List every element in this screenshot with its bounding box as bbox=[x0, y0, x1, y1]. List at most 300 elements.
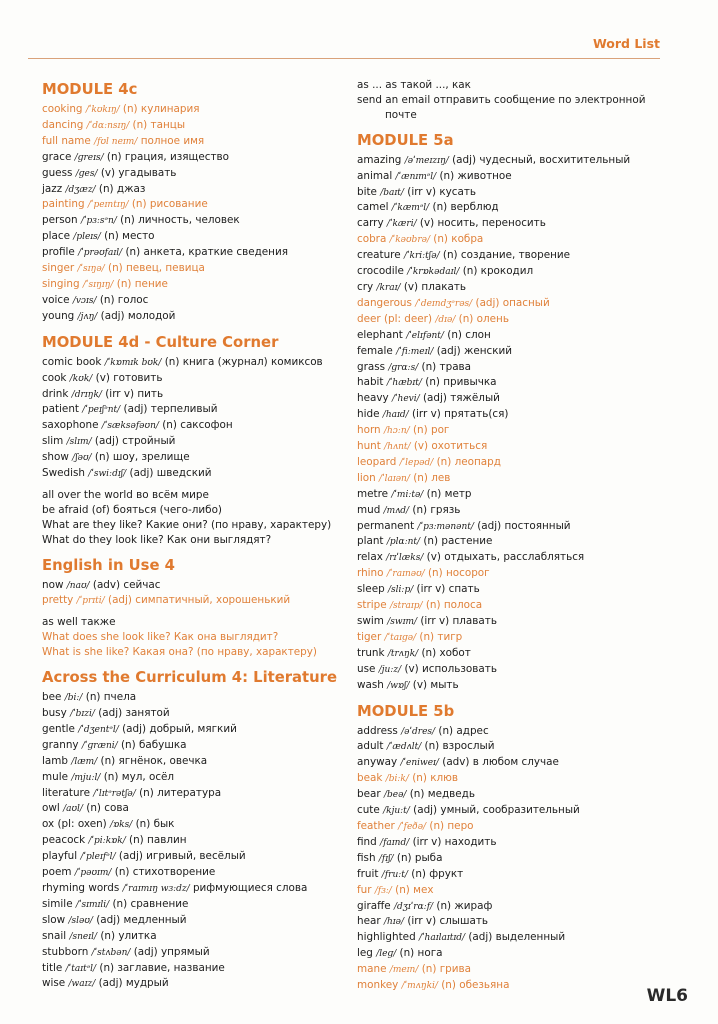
entry-word: place bbox=[42, 230, 70, 243]
entry-translation: (n) грива bbox=[421, 963, 471, 976]
entry-translation: (irr v) спать bbox=[416, 583, 480, 596]
entry-translation: (n) полоса bbox=[425, 599, 483, 612]
word-entry bbox=[42, 913, 342, 929]
entry-word: gentle bbox=[42, 722, 75, 735]
entry-transcription: /trʌŋk/ bbox=[387, 648, 419, 659]
entry-translation: (adj) женский bbox=[436, 344, 513, 357]
entry-word: beak bbox=[357, 772, 383, 785]
entry-translation: (n) танцы bbox=[132, 118, 186, 131]
entry-transcription: /jʌŋ/ bbox=[77, 311, 98, 322]
word-entry bbox=[42, 722, 342, 738]
entry-transcription: /hʌnt/ bbox=[384, 442, 411, 453]
entry-transcription: /ˈprəʊfaɪl/ bbox=[78, 248, 123, 259]
entry-word: patient bbox=[42, 403, 79, 416]
entry-word: painting bbox=[42, 198, 85, 211]
entry-word: metre bbox=[357, 487, 389, 500]
word-entry bbox=[357, 819, 687, 835]
entry-translation: (v) плакать bbox=[403, 280, 467, 293]
entry-word: creature bbox=[357, 249, 401, 262]
entry-word: profile bbox=[42, 246, 75, 259]
entry-transcription: /ˈmʌŋki/ bbox=[401, 981, 438, 992]
entry-transcription: /swɪm/ bbox=[387, 617, 418, 627]
entry-transcription: /meɪn/ bbox=[389, 965, 419, 976]
entry-translation: (n) голос bbox=[99, 293, 149, 306]
entry-transcription: /fʊl neɪm/ bbox=[94, 136, 138, 147]
entry-translation: (adj) стройный bbox=[94, 435, 176, 448]
entry-translation: (v) носить, переносить bbox=[419, 217, 546, 230]
word-entry bbox=[357, 851, 687, 867]
phrase-entry: почте bbox=[385, 108, 417, 121]
entry-transcription: /ˈkæri/ bbox=[386, 219, 417, 230]
word-entry bbox=[357, 787, 687, 803]
entry-transcription: /haɪd/ bbox=[382, 410, 409, 421]
entry-word: comic book bbox=[42, 355, 102, 368]
word-entry bbox=[357, 566, 687, 582]
entry-word: heavy bbox=[357, 392, 389, 405]
entry-transcription: /biːk/ bbox=[385, 774, 409, 785]
entry-translation: (n) шоу, зрелище bbox=[94, 451, 190, 464]
entry-translation: (adj) симпатичный, хорошенький bbox=[108, 594, 291, 607]
word-entry bbox=[357, 899, 687, 915]
entry-translation: (n) трава bbox=[421, 360, 472, 373]
entry-word: poem bbox=[42, 866, 72, 879]
entry-word: address bbox=[357, 724, 398, 737]
entry-translation: (adj) игривый, весёлый bbox=[118, 850, 246, 863]
word-entry bbox=[357, 519, 687, 535]
entry-word: stubborn bbox=[42, 945, 89, 958]
entry-transcription: /ˈhæbɪt/ bbox=[386, 378, 422, 389]
section-title: MODULE 5a bbox=[357, 131, 454, 149]
word-entry bbox=[357, 946, 687, 962]
section-title: MODULE 4c bbox=[42, 81, 138, 98]
entry-translation: (n) взрослый bbox=[424, 740, 495, 753]
entry-transcription: /ˈænɪmᵊl/ bbox=[395, 171, 437, 182]
entry-translation: (n) верблюд bbox=[432, 201, 499, 214]
entry-word: lion bbox=[357, 471, 376, 484]
word-entry bbox=[42, 929, 342, 945]
entry-translation: рифмующиеся слова bbox=[192, 881, 308, 894]
word-entry bbox=[42, 961, 342, 977]
entry-transcription: /ˈfiːmeɪl/ bbox=[396, 346, 434, 357]
right-column bbox=[357, 78, 687, 1002]
entry-transcription: /ˈraɪnəʊ/ bbox=[386, 569, 425, 580]
entry-word: ox (pl: oxen) bbox=[42, 818, 107, 831]
entry-translation: (n) растение bbox=[423, 535, 493, 548]
entry-word: granny bbox=[42, 738, 79, 751]
entry-word: wise bbox=[42, 977, 66, 990]
word-entry bbox=[42, 166, 342, 182]
entry-word: relax bbox=[357, 551, 383, 564]
entry-translation: (n) кобра bbox=[433, 233, 484, 246]
word-entry bbox=[357, 883, 687, 899]
entry-word: mud bbox=[357, 503, 381, 516]
entry-transcription: /baɪt/ bbox=[380, 187, 404, 198]
word-entry bbox=[42, 197, 342, 213]
entry-word: giraffe bbox=[357, 899, 391, 912]
word-entry bbox=[42, 690, 342, 706]
word-list-section bbox=[357, 78, 687, 123]
entry-transcription: /ˈpɜːsᵊn/ bbox=[80, 216, 117, 227]
word-entry bbox=[42, 213, 342, 229]
entry-translation: (v) мыть bbox=[412, 678, 459, 691]
word-list-section bbox=[42, 80, 342, 325]
entry-transcription: /juːz/ bbox=[378, 664, 402, 675]
word-entry bbox=[357, 630, 687, 646]
entry-transcription: /ˈpəʊɪm/ bbox=[74, 868, 112, 879]
entry-transcription: /hɔːn/ bbox=[383, 426, 410, 437]
word-entry bbox=[42, 150, 342, 166]
word-entry bbox=[42, 897, 342, 913]
entry-word: hide bbox=[357, 408, 380, 421]
word-entry bbox=[357, 312, 687, 328]
entry-word: bee bbox=[42, 691, 62, 704]
entry-translation: (n) рыба bbox=[396, 851, 443, 864]
word-entry bbox=[42, 706, 342, 722]
entry-transcription: /ˈhevi/ bbox=[391, 394, 420, 405]
word-entry bbox=[42, 450, 342, 466]
word-entry bbox=[357, 487, 687, 503]
word-entry bbox=[357, 803, 687, 819]
word-entry bbox=[42, 309, 342, 325]
entry-transcription: /dɪə/ bbox=[435, 314, 456, 325]
entry-word: adult bbox=[357, 740, 384, 753]
phrase-entry: as ... as такой ..., как bbox=[357, 79, 471, 91]
entry-word: cry bbox=[357, 280, 374, 293]
entry-transcription: /plɑːnt/ bbox=[386, 537, 421, 548]
entry-translation: (n) создание, творение bbox=[442, 249, 571, 262]
entry-word: person bbox=[42, 214, 78, 227]
word-entry bbox=[357, 662, 687, 678]
entry-translation: (n) олень bbox=[458, 312, 509, 325]
entry-translation: (n) тигр bbox=[419, 630, 463, 643]
entry-word: stripe bbox=[357, 599, 387, 612]
entry-word: title bbox=[42, 961, 63, 974]
entry-translation: (n) место bbox=[104, 230, 155, 243]
entry-transcription: /aʊl/ bbox=[63, 804, 83, 815]
word-entry bbox=[357, 930, 687, 946]
word-list-section bbox=[357, 131, 687, 694]
word-entry bbox=[42, 770, 342, 786]
entry-transcription: /ˈhaɪlaɪtɪd/ bbox=[418, 933, 466, 944]
word-entry bbox=[357, 391, 687, 407]
entry-transcription: /ˈpeɪʃᵊnt/ bbox=[82, 405, 121, 416]
entry-transcription: /fɪʃ/ bbox=[378, 853, 394, 864]
entry-word: wash bbox=[357, 678, 384, 691]
phrase-entry: What is she like? Какая она? (по нраву, характеру) bbox=[42, 646, 317, 659]
entry-word: monkey bbox=[357, 979, 399, 992]
word-entry bbox=[42, 976, 342, 992]
entry-translation: (n) бык bbox=[135, 818, 175, 831]
entry-translation: (adv) сейчас bbox=[92, 578, 161, 591]
entry-translation: (n) стихотворение bbox=[114, 866, 216, 879]
entry-translation: (adj) медленный bbox=[96, 913, 187, 926]
entry-translation: (v) угадывать bbox=[100, 166, 177, 179]
entry-translation: (n) рог bbox=[412, 424, 450, 437]
entry-transcription: /ˈbɪzi/ bbox=[70, 709, 95, 719]
entry-transcription: /ˈeniweɪ/ bbox=[400, 758, 439, 769]
word-entry bbox=[357, 582, 687, 598]
word-entry bbox=[357, 978, 687, 994]
entry-translation: (n) обезьяна bbox=[441, 979, 510, 992]
phrase-entry: send an email отправить сообщение по электронной bbox=[357, 93, 646, 106]
word-entry bbox=[42, 881, 342, 897]
entry-word: cobra bbox=[357, 233, 387, 246]
entry-word: cook bbox=[42, 371, 67, 384]
entry-translation: (v) готовить bbox=[95, 371, 163, 384]
entry-word: highlighted bbox=[357, 931, 416, 944]
word-entry bbox=[357, 471, 687, 487]
entry-word: lamb bbox=[42, 754, 68, 767]
word-entry bbox=[357, 739, 687, 755]
entry-translation: (n) книга (журнал) комиксов bbox=[164, 355, 323, 368]
entry-word: literature bbox=[42, 786, 90, 799]
entry-word: camel bbox=[357, 201, 389, 214]
entry-transcription: /kraɪ/ bbox=[376, 282, 401, 293]
entry-translation: (adj) добрый, мягкий bbox=[122, 722, 237, 735]
word-entry bbox=[357, 534, 687, 550]
entry-transcription: /wɒʃ/ bbox=[387, 680, 410, 691]
word-list-section bbox=[357, 702, 687, 994]
entry-translation: (n) животное bbox=[439, 169, 512, 182]
entry-translation: (n) анкета, краткие сведения bbox=[125, 246, 288, 259]
word-entry bbox=[357, 724, 687, 740]
entry-transcription: /ˈsɪmɪli/ bbox=[75, 899, 110, 910]
entry-translation: (n) грязь bbox=[412, 503, 461, 516]
entry-word: feather bbox=[357, 819, 395, 832]
entry-translation: (n) личность, человек bbox=[120, 214, 240, 227]
word-entry bbox=[42, 277, 342, 293]
entry-transcription: /ˈstʌbən/ bbox=[91, 947, 131, 958]
entry-transcription: /beə/ bbox=[383, 790, 407, 801]
entry-translation: (n) литература bbox=[139, 786, 222, 799]
entry-transcription: /kʊk/ bbox=[69, 373, 93, 384]
entry-transcription: /leɡ/ bbox=[376, 949, 397, 960]
entry-translation: (irr v) прятать(ся) bbox=[411, 408, 509, 421]
entry-translation: (n) носорог bbox=[428, 567, 490, 580]
phrase-entry: be afraid (of) бояться (чего-либо) bbox=[42, 503, 222, 516]
entry-word: elephant bbox=[357, 328, 403, 341]
entry-translation: (n) крокодил bbox=[462, 265, 534, 278]
entry-transcription: /ˈraɪmɪŋ wɜːdz/ bbox=[122, 883, 190, 894]
entry-word: full name bbox=[42, 134, 91, 147]
word-entry bbox=[42, 801, 342, 817]
word-entry bbox=[42, 387, 342, 403]
word-entry bbox=[42, 786, 342, 802]
word-entry bbox=[42, 578, 342, 594]
entry-translation: (adj) опасный bbox=[475, 296, 550, 309]
entry-translation: (adj) терпеливый bbox=[123, 403, 218, 416]
entry-transcription: /ɡes/ bbox=[75, 168, 98, 179]
entry-word: sleep bbox=[357, 583, 385, 596]
entry-translation: (irr v) пить bbox=[105, 387, 164, 400]
entry-word: leopard bbox=[357, 455, 397, 468]
section-title: MODULE 5b bbox=[357, 702, 455, 720]
phrase-entry: What are they like? Какие они? (по нраву, характеру) bbox=[42, 518, 332, 531]
entry-translation: (n) певец, певица bbox=[108, 262, 205, 275]
word-entry bbox=[42, 134, 342, 150]
word-entry bbox=[357, 614, 687, 630]
entry-transcription: /pleɪs/ bbox=[73, 232, 101, 243]
entry-word: grass bbox=[357, 360, 386, 373]
entry-word: singing bbox=[42, 277, 80, 290]
entry-word: crocodile bbox=[357, 265, 404, 278]
word-entry bbox=[357, 185, 687, 201]
entry-translation: (v) охотиться bbox=[413, 440, 488, 453]
entry-word: tiger bbox=[357, 630, 382, 643]
word-entry bbox=[42, 593, 342, 609]
entry-word: cooking bbox=[42, 103, 83, 115]
entry-transcription: /ɡreɪs/ bbox=[74, 152, 104, 163]
entry-translation: (adv) в любом случае bbox=[442, 756, 559, 769]
phrase-group bbox=[357, 78, 687, 123]
word-entry bbox=[42, 466, 342, 482]
entry-translation: (n) лев bbox=[413, 471, 451, 484]
entry-word: trunk bbox=[357, 646, 385, 659]
entry-transcription: /hɪə/ bbox=[383, 917, 405, 928]
entry-translation: (n) сова bbox=[86, 802, 129, 815]
entry-translation: (n) бабушка bbox=[121, 738, 187, 751]
entry-translation: (adj) чудесный, восхитительный bbox=[452, 153, 631, 166]
entry-word: rhyming words bbox=[42, 881, 120, 894]
entry-translation: (n) хобот bbox=[421, 646, 471, 659]
entry-word: mule bbox=[42, 770, 68, 783]
entry-transcription: /kjuːt/ bbox=[383, 806, 410, 817]
entry-word: find bbox=[357, 835, 377, 848]
entry-transcription: /waɪz/ bbox=[68, 979, 96, 990]
entry-translation: (irr v) слышать bbox=[407, 915, 489, 928]
section-title: Across the Curriculum 4: Literature bbox=[42, 669, 337, 687]
entry-transcription: /ˈmiːtə/ bbox=[391, 489, 424, 500]
entry-transcription: /naʊ/ bbox=[66, 580, 90, 591]
word-entry bbox=[42, 434, 342, 450]
word-entry bbox=[357, 835, 687, 851]
entry-word: drink bbox=[42, 387, 69, 400]
entry-word: permanent bbox=[357, 519, 415, 532]
word-entry bbox=[357, 296, 687, 312]
entry-word: pretty bbox=[42, 594, 74, 607]
phrase-entry: What do they look like? Как они выглядят? bbox=[42, 533, 272, 546]
entry-transcription: /ˈswiːdɪʃ/ bbox=[88, 469, 127, 480]
entry-transcription: /ˈpeɪntɪŋ/ bbox=[87, 200, 129, 211]
word-entry bbox=[357, 867, 687, 883]
word-entry bbox=[357, 328, 687, 344]
word-entry bbox=[42, 849, 342, 865]
word-entry bbox=[42, 102, 342, 118]
word-entry bbox=[357, 232, 687, 248]
entry-transcription: /ˈfeðə/ bbox=[398, 821, 427, 832]
entry-transcription: /ˈlaɪən/ bbox=[379, 473, 410, 484]
entry-translation: (n) улитка bbox=[100, 929, 157, 942]
word-entry bbox=[357, 169, 687, 185]
entry-translation: (n) пение bbox=[116, 277, 168, 290]
entry-transcription: /faɪnd/ bbox=[380, 837, 410, 848]
entry-transcription: /ɒks/ bbox=[110, 820, 133, 831]
word-entry bbox=[357, 550, 687, 566]
entry-word: playful bbox=[42, 850, 78, 863]
entry-transcription: /rɪˈlæks/ bbox=[386, 553, 424, 564]
entry-translation: (adj) постоянный bbox=[477, 519, 571, 532]
entry-translation: (n) клюв bbox=[412, 772, 458, 785]
entry-translation: (adj) шведский bbox=[129, 467, 212, 480]
phrase-entry: as well также bbox=[42, 616, 116, 629]
entry-transcription: /ˈkrɒkədaɪl/ bbox=[407, 267, 460, 278]
phrase-group bbox=[42, 488, 342, 548]
entry-translation: (adj) тяжёлый bbox=[422, 392, 500, 405]
word-entry bbox=[357, 455, 687, 471]
entry-transcription: /læm/ bbox=[71, 756, 98, 767]
entry-transcription: /fɜː/ bbox=[374, 885, 392, 896]
entry-transcription: /biː/ bbox=[64, 693, 83, 704]
entry-transcription: /ˈtaɪtᵊl/ bbox=[65, 963, 97, 974]
word-entry bbox=[42, 182, 342, 198]
entry-translation: (adj) умный, сообразительный bbox=[413, 804, 580, 817]
word-list-section bbox=[42, 556, 342, 661]
entry-word: cute bbox=[357, 804, 380, 817]
entry-transcription: /ˈkæmᵊl/ bbox=[391, 203, 430, 214]
entry-transcription: /ˈdɑːnsɪŋ/ bbox=[86, 120, 130, 131]
entry-transcription: /ˈsæksəfəʊn/ bbox=[101, 421, 159, 432]
entry-word: anyway bbox=[357, 756, 398, 769]
word-entry bbox=[357, 503, 687, 519]
entry-word: fruit bbox=[357, 867, 379, 880]
entry-transcription: /ʃəʊ/ bbox=[72, 453, 92, 464]
entry-transcription: /ˈsɪŋɪŋ/ bbox=[82, 279, 114, 290]
entry-word: amazing bbox=[357, 153, 402, 166]
entry-translation: (irr v) находить bbox=[412, 835, 497, 848]
phrase-entry: What does she look like? Как она выглядит? bbox=[42, 631, 279, 644]
entry-translation: (n) привычка bbox=[425, 376, 497, 389]
entry-translation: (n) адрес bbox=[438, 724, 489, 737]
entry-translation: (n) слон bbox=[447, 328, 491, 341]
entry-transcription: /slɪm/ bbox=[66, 437, 92, 448]
entry-word: carry bbox=[357, 217, 384, 230]
entry-word: snail bbox=[42, 929, 67, 942]
section-title: MODULE 4d - Culture Corner bbox=[42, 333, 279, 351]
entry-transcription: /vɔɪs/ bbox=[72, 295, 97, 306]
entry-translation: (n) метр bbox=[426, 487, 472, 500]
entry-word: voice bbox=[42, 293, 70, 306]
word-entry bbox=[42, 833, 342, 849]
entry-word: swim bbox=[357, 615, 384, 627]
entry-transcription: /ˈpiːkɒk/ bbox=[88, 836, 126, 847]
entry-transcription: /dʒæz/ bbox=[65, 184, 96, 195]
entry-transcription: /ˈkɒmɪk bʊk/ bbox=[104, 357, 162, 368]
word-entry bbox=[42, 402, 342, 418]
entry-translation: (n) рисование bbox=[131, 198, 208, 211]
entry-transcription: /ˈkʊkɪŋ/ bbox=[85, 105, 120, 115]
word-entry bbox=[357, 264, 687, 280]
word-entry bbox=[42, 261, 342, 277]
entry-transcription: /mʌd/ bbox=[383, 505, 410, 516]
entry-translation: (irr v) плавать bbox=[420, 615, 497, 627]
entry-word: bear bbox=[357, 788, 381, 801]
page-number: WL6 bbox=[646, 986, 688, 1006]
word-entry bbox=[357, 360, 687, 376]
entry-translation: (v) использовать bbox=[404, 662, 497, 675]
entry-word: singer bbox=[42, 262, 75, 275]
entry-transcription: /əˈmeɪzɪŋ/ bbox=[404, 155, 449, 166]
entry-translation: (n) медведь bbox=[409, 788, 475, 801]
entry-transcription: /əˈdres/ bbox=[401, 726, 436, 737]
entry-transcription: /sneɪl/ bbox=[69, 931, 98, 942]
entry-word: peacock bbox=[42, 834, 86, 847]
entry-word: deer (pl: deer) bbox=[357, 312, 433, 325]
entry-transcription: /ˈtaɪɡə/ bbox=[384, 632, 417, 643]
left-column bbox=[42, 78, 342, 1000]
entry-transcription: /ˈsɪŋə/ bbox=[77, 264, 105, 275]
word-entry bbox=[357, 646, 687, 662]
entry-word: bite bbox=[357, 185, 377, 198]
